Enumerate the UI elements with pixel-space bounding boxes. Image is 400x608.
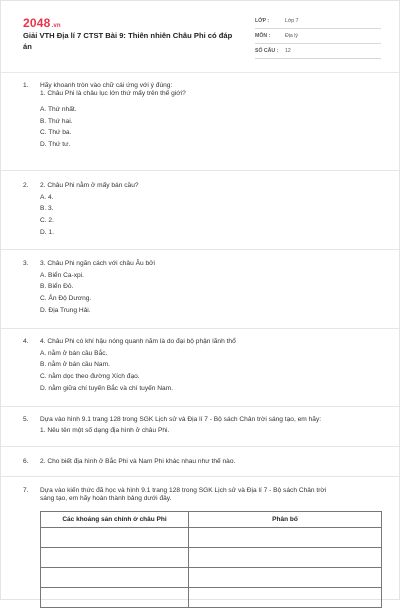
- question-5: [23, 416, 381, 435]
- question-7: [23, 487, 381, 503]
- answer-option: A. nằm ở bán cầu Bắc.: [40, 349, 108, 357]
- answer-option: D. Địa Trung Hải.: [40, 306, 91, 314]
- column-header: Các khoáng sản chính ở châu Phi: [41, 512, 189, 528]
- meta-value: Lớp 7: [285, 18, 299, 24]
- site-logo[interactable]: [23, 16, 61, 30]
- table-row: [41, 568, 382, 588]
- question-text: Dựa vào kiến thức đã học và hình 9.1 trang 128 trong SGK Lịch sử và Địa lí 7 - Bộ sách Chân trời: [40, 487, 327, 494]
- question-text: 2. Châu Phi nằm ở mấy bán cầu?: [40, 182, 139, 189]
- meta-label: MÔN :: [255, 33, 271, 39]
- answer-option: D. Thứ tư.: [40, 141, 71, 149]
- question-number: 2.: [23, 182, 29, 189]
- question-4: [23, 338, 381, 393]
- table-cell: [41, 528, 189, 548]
- meta-value: 12: [285, 48, 291, 54]
- answer-option: B. Biển Đỏ.: [40, 283, 74, 291]
- table-cell: [41, 548, 189, 568]
- meta-row-subject: [255, 30, 381, 44]
- question-number: 3.: [23, 260, 29, 267]
- column-header: Phân bố: [189, 512, 382, 528]
- table-cell: [189, 568, 382, 588]
- meta-label: LỚP :: [255, 18, 270, 24]
- answer-option: D. 1.: [40, 228, 54, 236]
- question-divider: [1, 170, 399, 171]
- question-divider: [1, 406, 399, 407]
- table-cell: [189, 588, 382, 608]
- page-header: [1, 1, 399, 81]
- question-6: [23, 458, 381, 466]
- table-cell: [189, 548, 382, 568]
- table-row: [41, 528, 382, 548]
- question-text: Hãy khoanh tròn vào chữ cái ứng với ý đúng:: [40, 82, 173, 89]
- table-row: [41, 548, 382, 568]
- question-text: 2. Cho biết địa hình ở Bắc Phi và Nam Phi khác nhau như thế nào.: [40, 458, 236, 465]
- question-text: sáng tạo, em hãy hoàn thành bảng dưới đây.: [40, 495, 172, 502]
- question-divider: [1, 476, 399, 477]
- question-text: Dựa vào hình 9.1 trang 128 trong SGK Lịch sử và Địa lí 7 - Bộ sách Chân trời sáng tạo, em hãy:: [40, 416, 322, 423]
- logo-main: 2048: [23, 16, 51, 30]
- answer-option: B. Thứ hai.: [40, 117, 73, 125]
- page-title: Giải VTH Địa lí 7 CTST Bài 9: Thiên nhiên Châu Phi có đáp án: [23, 31, 233, 51]
- logo-suffix: .vn: [51, 23, 61, 29]
- question-1: [23, 82, 381, 149]
- table-cell: [41, 588, 189, 608]
- answer-option: C. nằm dọc theo đường Xích đạo.: [40, 373, 140, 381]
- question-text: 4. Châu Phi có khí hậu nóng quanh năm là do đại bộ phận lãnh thổ: [40, 338, 236, 345]
- meta-value: Địa lý: [285, 33, 298, 39]
- table-row: [41, 588, 382, 608]
- meta-row-count: [255, 45, 381, 59]
- table-cell: [41, 568, 189, 588]
- answer-option: C. Ấn Độ Dương.: [40, 295, 92, 303]
- answer-table: [40, 511, 382, 608]
- header-divider: [1, 72, 399, 73]
- answer-option: A. Thứ nhất.: [40, 106, 77, 113]
- question-divider: [1, 328, 399, 329]
- answer-option: B. nằm ở bán cầu Nam.: [40, 361, 110, 369]
- answer-option: B. 3.: [40, 205, 54, 213]
- answer-option: C. Thứ ba.: [40, 129, 72, 137]
- question-number: 4.: [23, 338, 29, 345]
- question-divider: [1, 446, 399, 447]
- question-3: [23, 260, 381, 315]
- meta-label: SỐ CÂU :: [255, 48, 279, 54]
- question-number: 1.: [23, 82, 29, 89]
- question-2: [23, 182, 381, 237]
- table-cell: [189, 528, 382, 548]
- question-divider: [1, 249, 399, 250]
- table-header-row: [41, 512, 382, 528]
- question-text: 1. Nêu tên một số dạng địa hình ở châu Phi.: [40, 427, 170, 434]
- question-number: 5.: [23, 416, 29, 423]
- answer-option: D. nằm giữa chí tuyến Bắc và chí tuyến Nam.: [40, 384, 174, 392]
- answer-option: C. 2.: [40, 217, 54, 225]
- answer-option: A. Biển Ca-xpi.: [40, 271, 84, 279]
- question-text: 1. Châu Phi là châu lục lớn thứ mấy trên thế giới?: [40, 90, 186, 97]
- question-text: 3. Châu Phi ngăn cách với châu Âu bởi: [40, 260, 155, 267]
- answer-option: A. 4.: [40, 193, 54, 201]
- meta-row-class: [255, 15, 381, 29]
- question-number: 6.: [23, 458, 29, 465]
- question-number: 7.: [23, 487, 29, 494]
